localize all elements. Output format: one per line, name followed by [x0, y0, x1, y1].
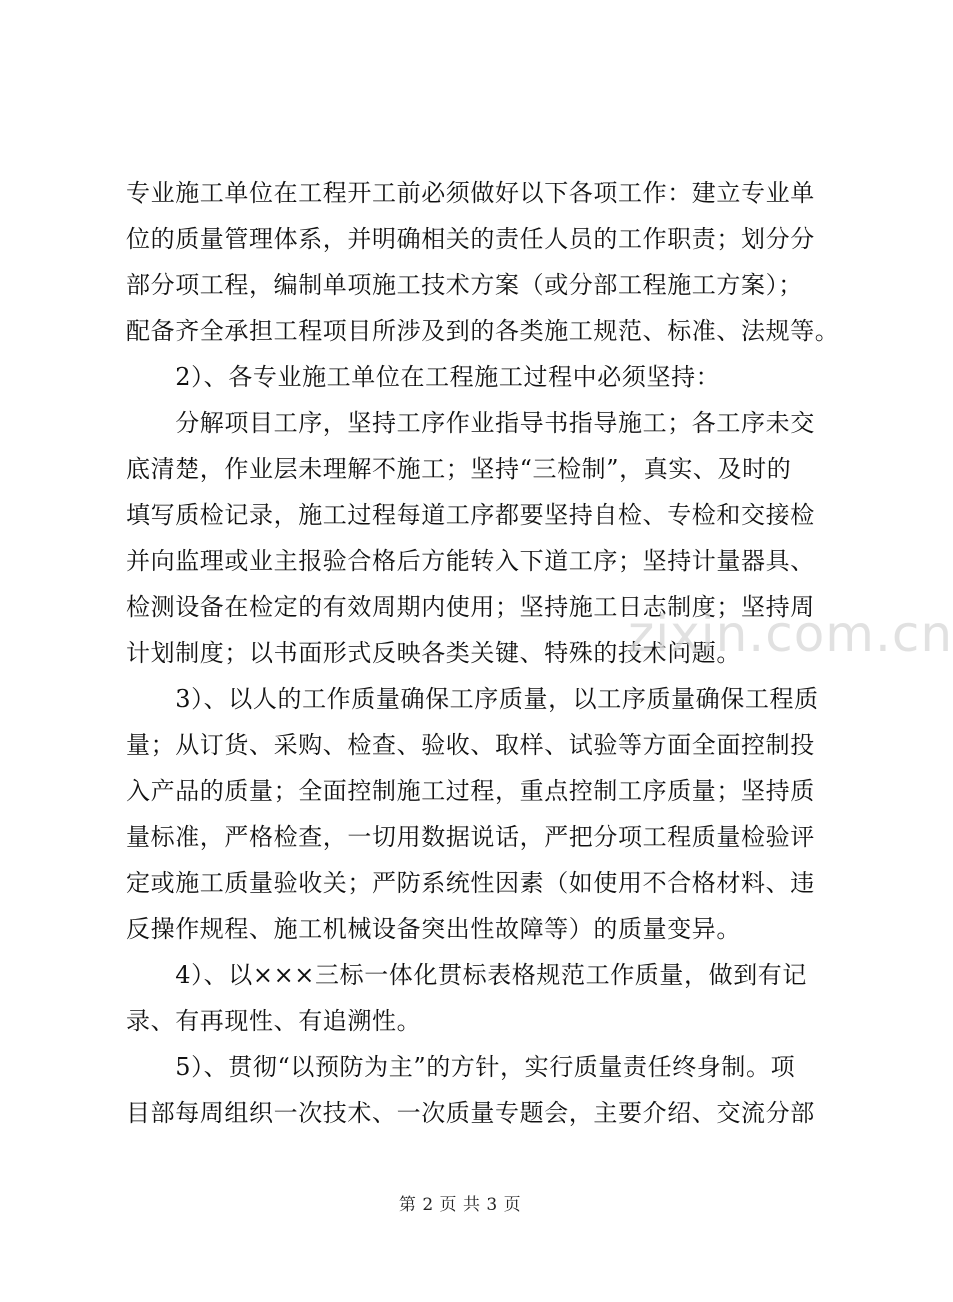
text-line: 2）、各专业施工单位在工程施工过程中必须坚持： [126, 363, 721, 391]
watermark: zixin.com.cn [628, 605, 953, 663]
text-line: 检测设备在检定的有效周期内使用；坚持施工日志制度；坚持周 [126, 593, 815, 621]
text-line: 部分项工程，编制单项施工技术方案（或分部工程施工方案）； [126, 271, 803, 299]
text-line: 底清楚，作业层未理解不施工；坚持“三检制”，真实、及时的 [126, 455, 792, 483]
text-line: 入产品的质量；全面控制施工过程，重点控制工序质量；坚持质 [126, 777, 815, 805]
text-line: 量；从订货、采购、检查、验收、取样、试验等方面全面控制投 [126, 731, 815, 759]
text-line: 录、有再现性、有追溯性。 [126, 1007, 422, 1035]
text-line: 计划制度；以书面形式反映各类关键、特殊的技术问题。 [126, 639, 741, 667]
text-line: 专业施工单位在工程开工前必须做好以下各项工作：建立专业单 [126, 179, 815, 207]
text-line: 分解项目工序，坚持工序作业指导书指导施工；各工序未交 [126, 409, 815, 437]
text-line: 反操作规程、施工机械设备突出性故障等）的质量变异。 [126, 915, 741, 943]
text-line: 量标准，严格检查，一切用数据说话，严把分项工程质量检验评 [126, 823, 815, 851]
text-line: 位的质量管理体系，并明确相关的责任人员的工作职责；划分分 [126, 225, 815, 253]
text-line: 定或施工质量验收关；严防系统性因素（如使用不合格材料、违 [126, 869, 815, 897]
text-line: 3）、以人的工作质量确保工序质量，以工序质量确保工程质 [126, 685, 819, 713]
page-footer: 第 2 页 共 3 页 [398, 1195, 522, 1215]
text-line: 填写质检记录，施工过程每道工序都要坚持自检、专检和交接检 [126, 501, 815, 529]
text-line: 目部每周组织一次技术、一次质量专题会，主要介绍、交流分部 [126, 1099, 815, 1127]
text-line: 4）、以×××三标一体化贯标表格规范工作质量，做到有记 [126, 961, 807, 989]
text-line: 并向监理或业主报验合格后方能转入下道工序；坚持计量器具、 [126, 547, 815, 575]
text-line: 5）、贯彻“以预防为主”的方针，实行质量责任终身制。项 [126, 1053, 796, 1081]
text-line: 配备齐全承担工程项目所涉及到的各类施工规范、标准、法规等。 [126, 317, 840, 345]
